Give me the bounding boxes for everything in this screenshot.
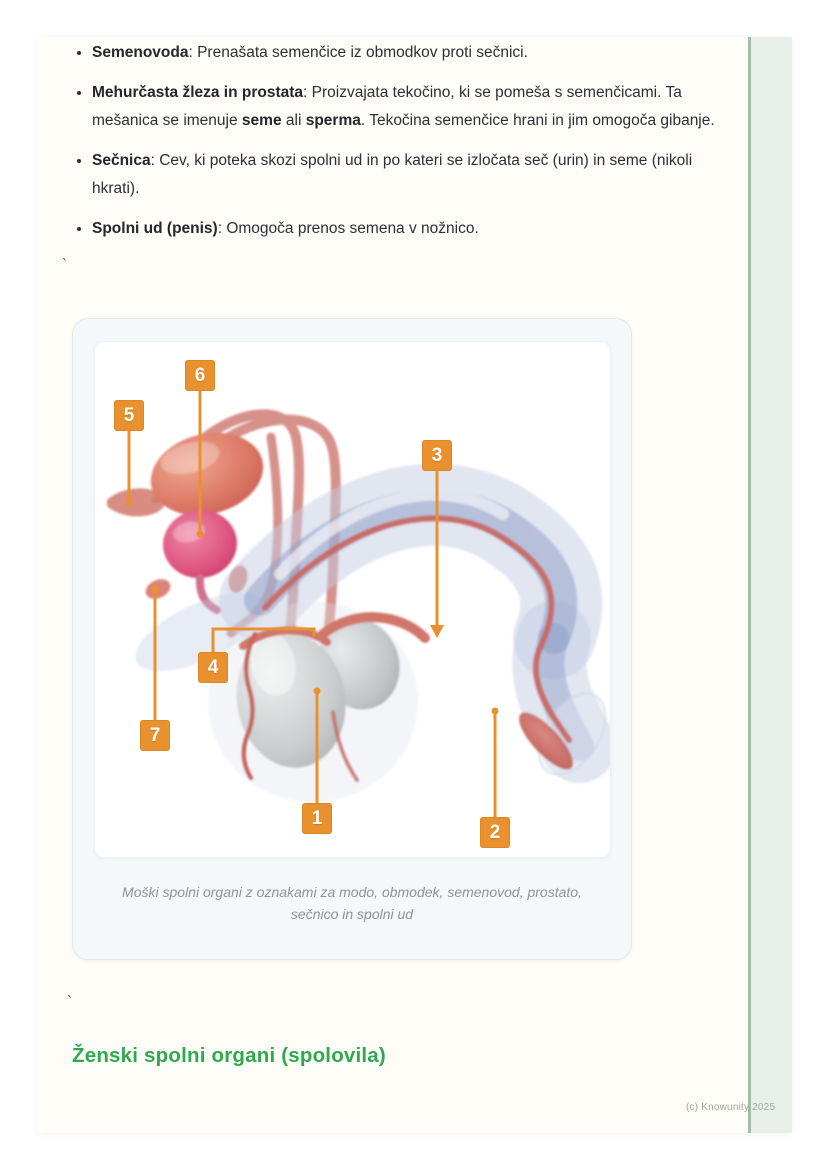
bullet-text: ali <box>281 112 306 129</box>
figure-caption: Moški spolni organi z oznakami za modo, obmodek, semenovod, prostato, sečnico in spolni ud <box>122 884 582 922</box>
figure-label-3: 3 <box>422 440 452 471</box>
stray-backtick: ` <box>67 993 72 1010</box>
bullet-term: Sečnica <box>92 152 151 169</box>
anatomy-illustration <box>95 342 611 858</box>
list-item <box>92 215 722 243</box>
figure-label-2: 2 <box>480 817 510 848</box>
list-item <box>92 39 722 67</box>
bullet-term: Semenovoda <box>92 44 189 61</box>
bullet-text: : Cev, ki poteka skozi spolni ud in po kateri se izločata seč (urin) in seme (nikoli hkrati). <box>92 152 693 197</box>
watermark: (c) Knowunity 2025 <box>686 1102 776 1113</box>
figure-label-4: 4 <box>198 652 228 683</box>
figure-card <box>72 318 632 960</box>
bullet-text: . Tekočina semenčice hrani in jim omogoča gibanje. <box>360 112 715 129</box>
right-green-strip <box>748 37 792 1133</box>
document-page <box>37 37 792 1133</box>
bullet-text: : Omogoča prenos semena v nožnico. <box>217 220 479 237</box>
bullet-term: Mehurčasta žleza in prostata <box>92 84 304 101</box>
bullet-list <box>75 39 722 255</box>
list-item <box>92 79 722 135</box>
figure-image <box>94 341 611 858</box>
bullet-text: : Prenašata semenčice iz obmodkov proti sečnici. <box>188 44 528 61</box>
section-heading: Ženski spolni organi (spolovila) <box>72 1044 386 1067</box>
figure-label-5: 5 <box>114 400 144 431</box>
figure-label-6: 6 <box>185 360 215 391</box>
figure-label-1: 1 <box>302 803 332 834</box>
bullet-term: Spolni ud (penis) <box>92 220 218 237</box>
list-item <box>92 147 722 203</box>
bullet-text: : Proizvajata tekočino, ki se pomeša s semenčicami. Ta mešanica se imenuje <box>92 84 682 129</box>
bullet-bold-word: seme <box>241 112 282 129</box>
stray-backtick: ` <box>62 256 67 273</box>
figure-label-7: 7 <box>140 720 170 751</box>
bullet-bold-word: sperma <box>305 112 361 129</box>
